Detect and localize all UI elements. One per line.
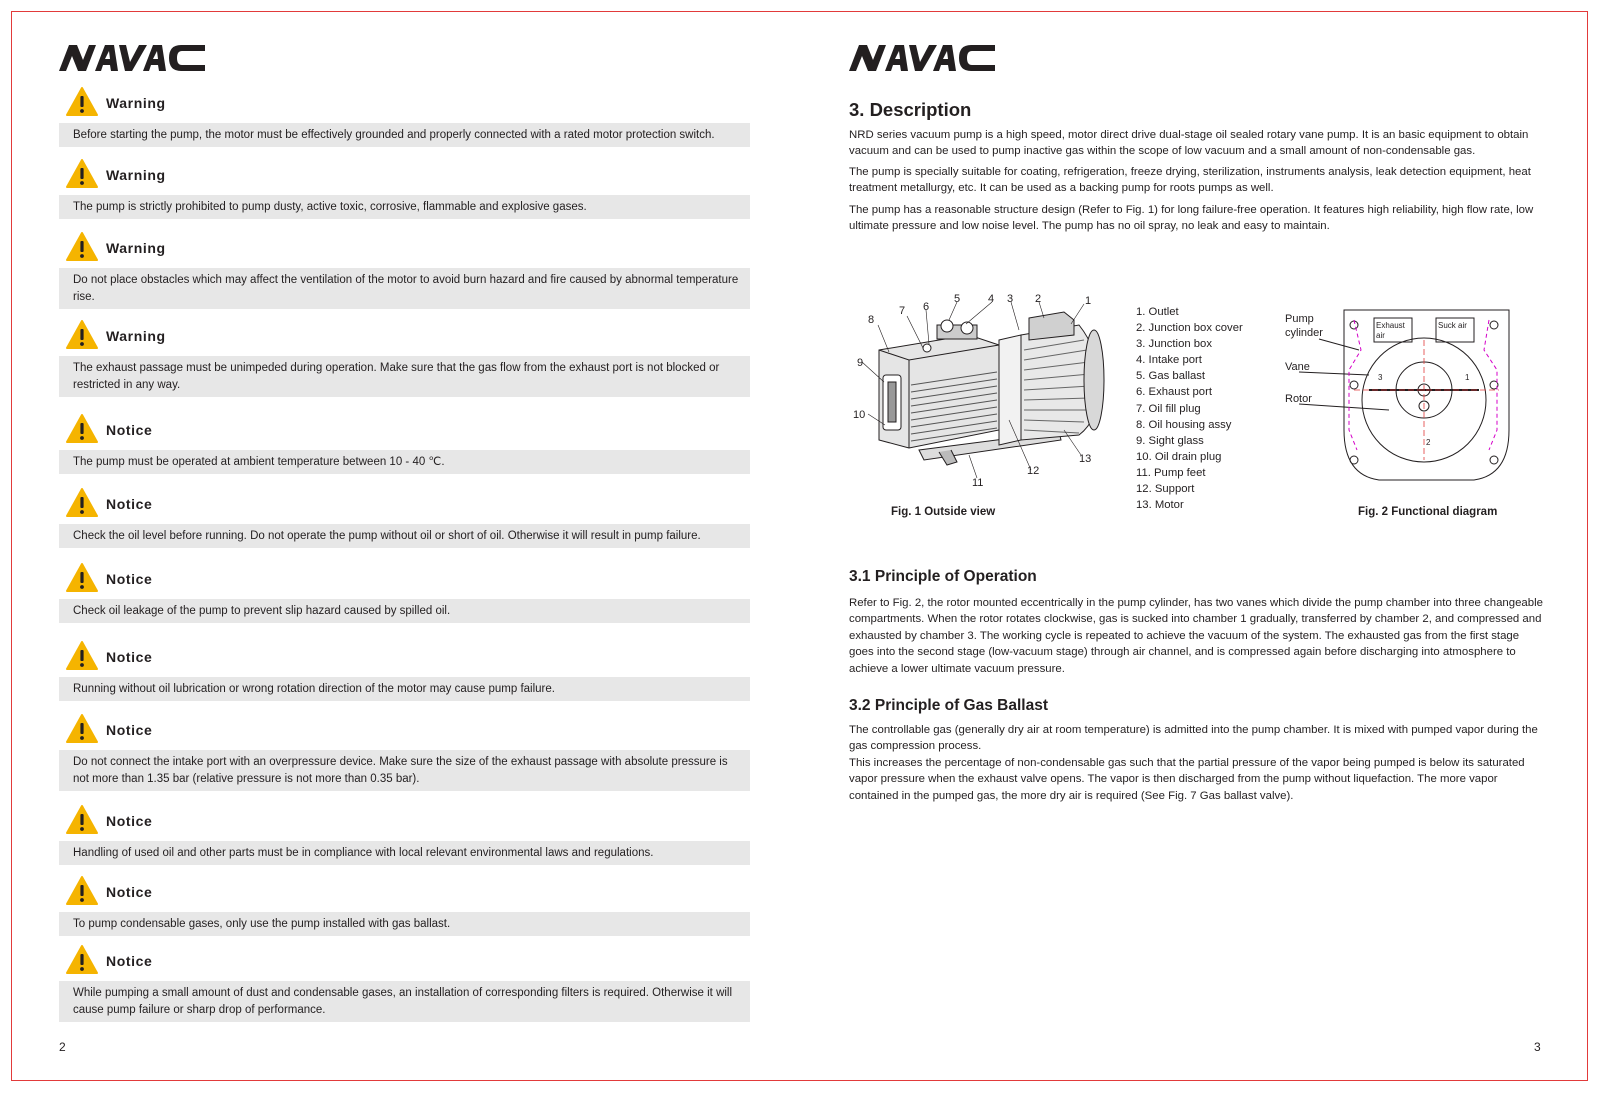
label-cylinder: cylinder	[1285, 327, 1323, 339]
intro-paragraph-1: NRD series vacuum pump is a high speed, motor direct drive dual-stage oil sealed rotary vane pump. It is an basic equipment to obtain vacuum and can be used to pump inactive gas within the scope of low vacuum and a small amount of non-condensable gas.	[849, 129, 1529, 157]
operation-paragraph: Refer to Fig. 2, the rotor mounted eccentrically in the pump cylinder, has two vanes which divide the pump chamber into three changeable compartments. When the rotor rotates clockwise, gas is sucked into chamber 1 gradually, transferred by chamber 2, and compressed and exhausted by chamber 3. The working cycle is repeated to achieve the vacuum of the system. The exhausted gas from the first stage goes into the second stage (low-vacuum stage) through air channel, and is compressed again before discharging into atmosphere to achieve a lower ultimate vacuum pressure.	[849, 597, 1543, 675]
notice-type-label: Notice	[106, 722, 153, 738]
navac-logo	[59, 45, 205, 71]
warning-triangle-icon	[66, 231, 98, 263]
label-exhaust: Exhaust	[1376, 321, 1405, 330]
legend-item: 9. Sight glass	[1136, 434, 1204, 447]
notice-block	[59, 229, 750, 309]
notice-header	[59, 638, 750, 674]
warning-triangle-icon	[66, 944, 98, 976]
label-vane: Vane	[1285, 361, 1310, 373]
notice-type-label: Warning	[106, 167, 166, 183]
warning-triangle-icon	[66, 413, 98, 445]
notice-text: Do not connect the intake port with an overpressure device. Make sure the size of the exhaust passage with absolute pressure is not more than 1.35 bar (relative pressure is not more than 0.35 bar).	[59, 750, 750, 791]
notice-text: Check the oil level before running. Do not operate the pump without oil or short of oil. Otherwise it will result in pump failure.	[59, 524, 750, 548]
notice-type-label: Notice	[106, 649, 153, 665]
legend-item: 7. Oil fill plug	[1136, 402, 1201, 415]
notice-header	[59, 317, 750, 353]
notice-block	[59, 485, 750, 548]
notice-text: The pump is strictly prohibited to pump dusty, active toxic, corrosive, flammable and explosive gases.	[59, 195, 750, 219]
notice-block	[59, 873, 750, 936]
label-chamber-1: 1	[1465, 373, 1470, 382]
notice-header	[59, 873, 750, 909]
label-chamber-2: 2	[1426, 438, 1431, 447]
fig2-caption: Fig. 2 Functional diagram	[1358, 506, 1498, 518]
legend-item: 11. Pump feet	[1136, 466, 1206, 479]
notice-block	[59, 711, 750, 791]
intro-paragraph-3: The pump has a reasonable structure design (Refer to Fig. 1) for long failure-free operation. It features high reliability, high flow rate, low ultimate pressure and low noise level. The pump has no oil spray, no leak and easy to maintain.	[849, 204, 1534, 232]
gas-ballast-paragraph-2: This increases the percentage of non-condensable gas such that the partial pressure of the vapor being pumped is below its saturated vapor pressure when the exhaust valve opens. The vapor is then discharged from the pump without liquefaction. The more vapor contained in the pumped gas, the more dry air is required (See Fig. 7 Gas ballast valve).	[849, 757, 1525, 802]
gas-ballast-paragraph-1: The controllable gas (generally dry air at room temperature) is admitted into the pump chamber. It is mixed with pumped vapor during the gas compression process.	[849, 724, 1538, 753]
fig1-callout-8: 8	[868, 314, 875, 326]
notice-text: To pump condensable gases, only use the pump installed with gas ballast.	[59, 912, 750, 936]
notice-header	[59, 802, 750, 838]
notice-type-label: Notice	[106, 496, 153, 512]
notice-header	[59, 411, 750, 447]
notice-block	[59, 638, 750, 701]
notice-block	[59, 156, 750, 219]
fig1-callout-1: 1	[1085, 295, 1092, 307]
fig1-callout-9: 9	[857, 357, 864, 369]
fig1-callout-13: 13	[1079, 453, 1092, 465]
warning-triangle-icon	[66, 804, 98, 836]
warning-triangle-icon	[66, 158, 98, 190]
page-number-left: 2	[59, 1040, 66, 1054]
functional-diagram-figure	[1285, 310, 1569, 485]
notice-block	[59, 802, 750, 865]
legend-item: 1. Outlet	[1136, 306, 1179, 318]
legend-item: 5. Gas ballast	[1136, 370, 1206, 383]
notice-text: While pumping a small amount of dust and condensable gases, an installation of corresponding filters is required. Otherwise it will cause pump failure or sharp drop of performance.	[59, 981, 750, 1022]
label-suck-air: Suck air	[1438, 321, 1467, 330]
notice-type-label: Notice	[106, 571, 153, 587]
notice-text: Check oil leakage of the pump to prevent slip hazard caused by spilled oil.	[59, 599, 750, 623]
notice-header	[59, 156, 750, 192]
notice-block	[59, 84, 750, 147]
right-page	[800, 0, 1600, 1093]
notice-block	[59, 942, 750, 1022]
notice-text: Running without oil lubrication or wrong rotation direction of the motor may cause pump failure.	[59, 677, 750, 701]
notice-text: Before starting the pump, the motor must be effectively grounded and properly connected with a rated motor protection switch.	[59, 123, 750, 147]
legend-item: 13. Motor	[1136, 499, 1184, 512]
fig1-callout-6: 6	[923, 301, 930, 313]
fig1-callout-4: 4	[988, 293, 995, 305]
warning-triangle-icon	[66, 487, 98, 519]
legend-item: 3. Junction box	[1136, 338, 1212, 351]
warning-triangle-icon	[66, 875, 98, 907]
page-number-right: 3	[1534, 1040, 1541, 1054]
fig1-callout-11: 11	[972, 477, 984, 489]
legend-item: 6. Exhaust port	[1136, 386, 1212, 399]
label-rotor: Rotor	[1285, 393, 1312, 405]
label-chamber-3: 3	[1378, 373, 1383, 382]
notice-header	[59, 84, 750, 120]
notice-header	[59, 942, 750, 978]
notice-type-label: Notice	[106, 884, 153, 900]
notice-header	[59, 229, 750, 265]
fig1-callout-3: 3	[1007, 293, 1014, 305]
warning-triangle-icon	[66, 562, 98, 594]
section-title-gas-ballast: 3.2 Principle of Gas Ballast	[849, 697, 1048, 714]
warning-triangle-icon	[66, 319, 98, 351]
label-exhaust-air: air	[1376, 331, 1385, 340]
notice-block	[59, 317, 750, 397]
legend-item: 2. Junction box cover	[1136, 322, 1243, 335]
notice-header	[59, 485, 750, 521]
fig1-callout-10: 10	[853, 409, 866, 421]
notice-header	[59, 560, 750, 596]
notice-block	[59, 411, 750, 474]
notice-type-label: Warning	[106, 328, 166, 344]
warning-triangle-icon	[66, 86, 98, 118]
notice-block	[59, 560, 750, 623]
fig1-callout-7: 7	[899, 305, 906, 317]
section-title-operation: 3.1 Principle of Operation	[849, 568, 1037, 585]
legend-item: 12. Support	[1136, 483, 1195, 496]
notice-type-label: Notice	[106, 953, 153, 969]
legend-item: 4. Intake port	[1136, 354, 1202, 367]
notice-header	[59, 711, 750, 747]
fig1-callout-2: 2	[1035, 293, 1042, 305]
navac-logo	[849, 45, 995, 71]
pump-outside-view-figure	[849, 290, 1109, 500]
legend-item: 10. Oil drain plug	[1136, 450, 1222, 463]
fig1-caption: Fig. 1 Outside view	[891, 506, 996, 518]
legend-item: 8. Oil housing assy	[1136, 418, 1232, 431]
warning-triangle-icon	[66, 640, 98, 672]
fig1-callout-12: 12	[1027, 465, 1040, 477]
notice-type-label: Warning	[106, 240, 166, 256]
notice-type-label: Warning	[106, 95, 166, 111]
warning-triangle-icon	[66, 713, 98, 745]
section-title-description: 3. Description	[849, 99, 972, 120]
parts-legend	[1136, 304, 1243, 513]
fig1-callout-5: 5	[954, 293, 961, 305]
notice-text: Do not place obstacles which may affect the ventilation of the motor to avoid burn hazard and fire caused by abnormal temperature rise.	[59, 268, 750, 309]
notice-type-label: Notice	[106, 422, 153, 438]
notice-text: The exhaust passage must be unimpeded during operation. Make sure that the gas flow from the exhaust port is not blocked or restricted in any way.	[59, 356, 750, 397]
notice-type-label: Notice	[106, 813, 153, 829]
notice-text: The pump must be operated at ambient temperature between 10 - 40 ℃.	[59, 450, 750, 474]
intro-paragraph-2: The pump is specially suitable for coating, refrigeration, freeze drying, sterilization, instruments analysis, leak detection equipment, heat treatment metallurgy, etc. It can be used as a backing pump for roots pumps as well.	[849, 166, 1531, 194]
notice-text: Handling of used oil and other parts must be in compliance with local relevant environmental laws and regulations.	[59, 841, 750, 865]
label-pump: Pump	[1285, 313, 1314, 325]
